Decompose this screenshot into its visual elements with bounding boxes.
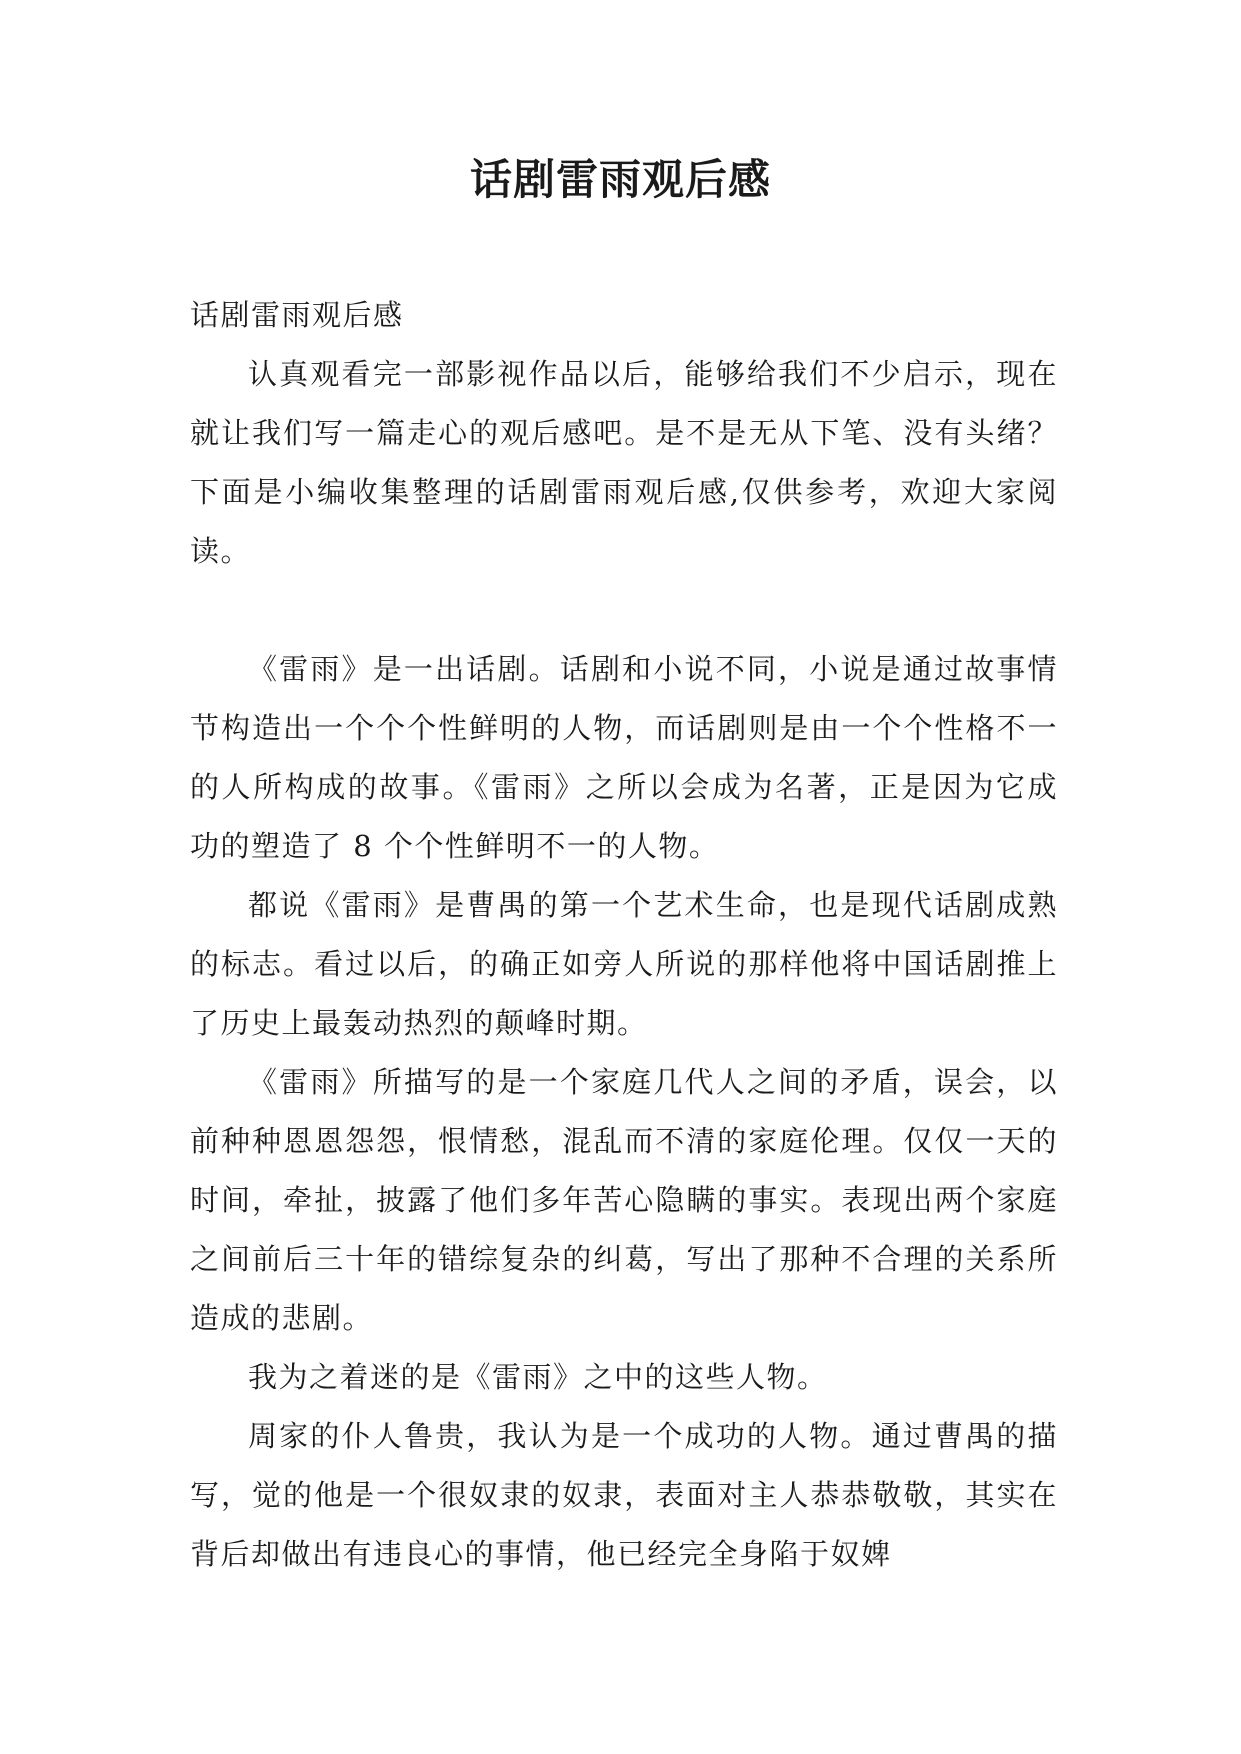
paragraph-1: 《雷雨》是一出话剧。话剧和小说不同，小说是通过故事情节构造出一个个个性鲜明的人物，而话剧则是由一个个性格不一的人所构成的故事。《雷雨》之所以会成为名著，正是因为它成功的塑造了 8 个个性鲜明不一的人物。 [190,652,1058,863]
document-subtitle: 话剧雷雨观后感 [190,298,404,332]
paragraph-5: 周家的仆人鲁贵，我认为是一个成功的人物。通过曹禺的描写，觉的他是一个很奴隶的奴隶，表面对主人恭恭敬敬，其实在背后却做出有违良心的事情，他已经完全身陷于奴婢 [190,1419,1058,1571]
paragraph-3: 《雷雨》所描写的是一个家庭几代人之间的矛盾，误会，以前种种恩恩怨怨，恨情愁，混乱而不清的家庭伦理。仅仅一天的时间，牵扯，披露了他们多年苦心隐瞒的事实。表现出两个家庭之间前后三十年的错综复杂的纠葛，写出了那种不合理的关系所造成的悲剧。 [190,1065,1058,1335]
document-title: 话剧雷雨观后感 [469,155,771,204]
paragraph-intro: 认真观看完一部影视作品以后，能够给我们不少启示，现在就让我们写一篇走心的观后感吧。是不是无从下笔、没有头绪？下面是小编收集整理的话剧雷雨观后感,仅供参考，欢迎大家阅读。 [190,357,1058,568]
paragraph-2: 都说《雷雨》是曹禺的第一个艺术生命，也是现代话剧成熟的标志。看过以后，的确正如旁人所说的那样他将中国话剧推上了历史上最轰动热烈的颠峰时期。 [190,888,1058,1040]
paragraph-4: 我为之着迷的是《雷雨》之中的这些人物。 [248,1360,828,1394]
document-body [190,286,1058,1584]
